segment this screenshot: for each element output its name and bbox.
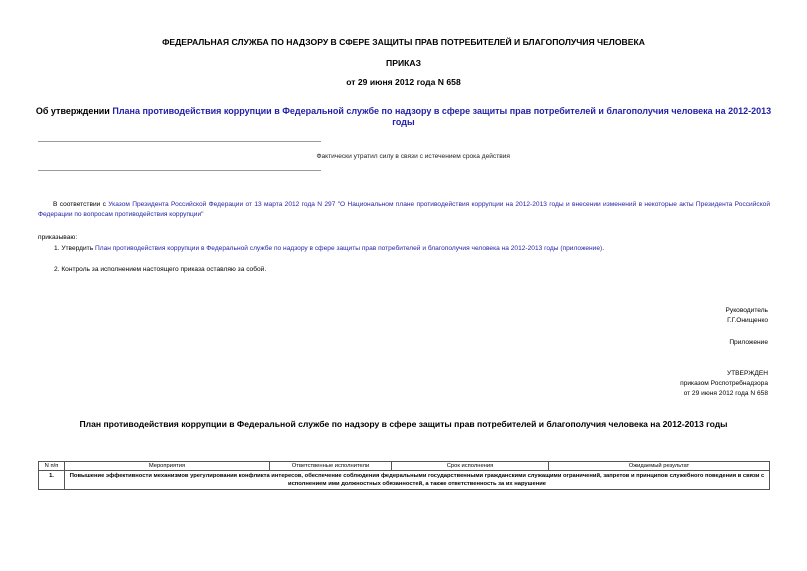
signature-position: Руководитель xyxy=(725,307,768,314)
plan-approval-link[interactable]: План противодействия коррупции в Федеральной службе по надзору в сфере защиты прав потребителей и благополучия человека на 2012-2013 годы (приложение) xyxy=(94,245,603,252)
col-header-result: Ожидаемый результат xyxy=(549,462,770,471)
decree-link[interactable]: Указом Президента Российской Федерации от 13 марта 2012 года N 297 "О Национальном плане противодействия коррупции на 2012-2013 годы и внесении изменений в некоторые акты Президента Российской Федерации по вопросам противодействия коррупции" xyxy=(38,201,771,218)
preamble-paragraph xyxy=(38,200,770,220)
doc-date-number: от 29 июня 2012 года N 658 xyxy=(346,77,461,87)
status-rule-top xyxy=(38,141,321,142)
approval-line-2: приказом Роспотребнадзора xyxy=(680,380,768,387)
approval-line-1: УТВЕРЖДЕН xyxy=(726,370,768,377)
agency-title: ФЕДЕРАЛЬНАЯ СЛУЖБА ПО НАДЗОРУ В СФЕРЕ ЗАЩИТЫ ПРАВ ПОТРЕБИТЕЛЕЙ И БЛАГОПОЛУЧИЯ ЧЕЛОВЕКА xyxy=(162,37,645,47)
signature-name: Г.Г.Онищенко xyxy=(727,317,768,324)
col-header-number: N п/п xyxy=(39,462,65,471)
subject-prefix: Об утверждении xyxy=(35,106,113,116)
order-item-1 xyxy=(54,244,774,254)
item1-suffix: . xyxy=(602,245,605,252)
document-subject xyxy=(30,106,777,128)
order-item-2: 2. Контроль за исполнением настоящего приказа оставляю за собой. xyxy=(54,266,267,273)
col-header-deadline: Срок исполнения xyxy=(392,462,549,471)
plan-link[interactable]: Плана противодействия коррупции в Федеральной службе по надзору в сфере защиты прав потребителей и благополучия человека на 2012-2013 годы xyxy=(112,106,772,127)
table-header-row xyxy=(39,462,770,471)
row-number: 1. xyxy=(39,471,65,490)
plan-title: План противодействия коррупции в Федеральной службе по надзору в сфере защиты прав потребителей и благополучия человека на 2012-2013 годы xyxy=(79,419,728,429)
plan-table xyxy=(38,461,770,490)
order-word: приказываю: xyxy=(38,234,78,241)
doc-type: ПРИКАЗ xyxy=(386,58,421,68)
col-header-responsible: Ответственные исполнители xyxy=(270,462,392,471)
table-row xyxy=(39,471,770,490)
approval-line-3: от 29 июня 2012 года N 658 xyxy=(683,390,768,397)
item1-prefix: 1. Утвердить xyxy=(54,245,95,252)
status-note: Фактически утратил силу в связи с истечением срока действия xyxy=(316,153,510,160)
section-heading: Повышение эффективности механизмов урегулирования конфликта интересов, обеспечение соблюдения федеральными государственными гражданскими служащими ограничений, запретов и принципов служебного поведения в связи с исполнением ими должностных обязанностей, а также ответственность за их нарушение xyxy=(65,471,770,490)
status-rule-bottom xyxy=(38,170,321,171)
col-header-measures: Мероприятия xyxy=(65,462,270,471)
appendix-label: Приложение xyxy=(729,339,768,346)
preamble-lead: В соответствии с xyxy=(53,201,109,208)
